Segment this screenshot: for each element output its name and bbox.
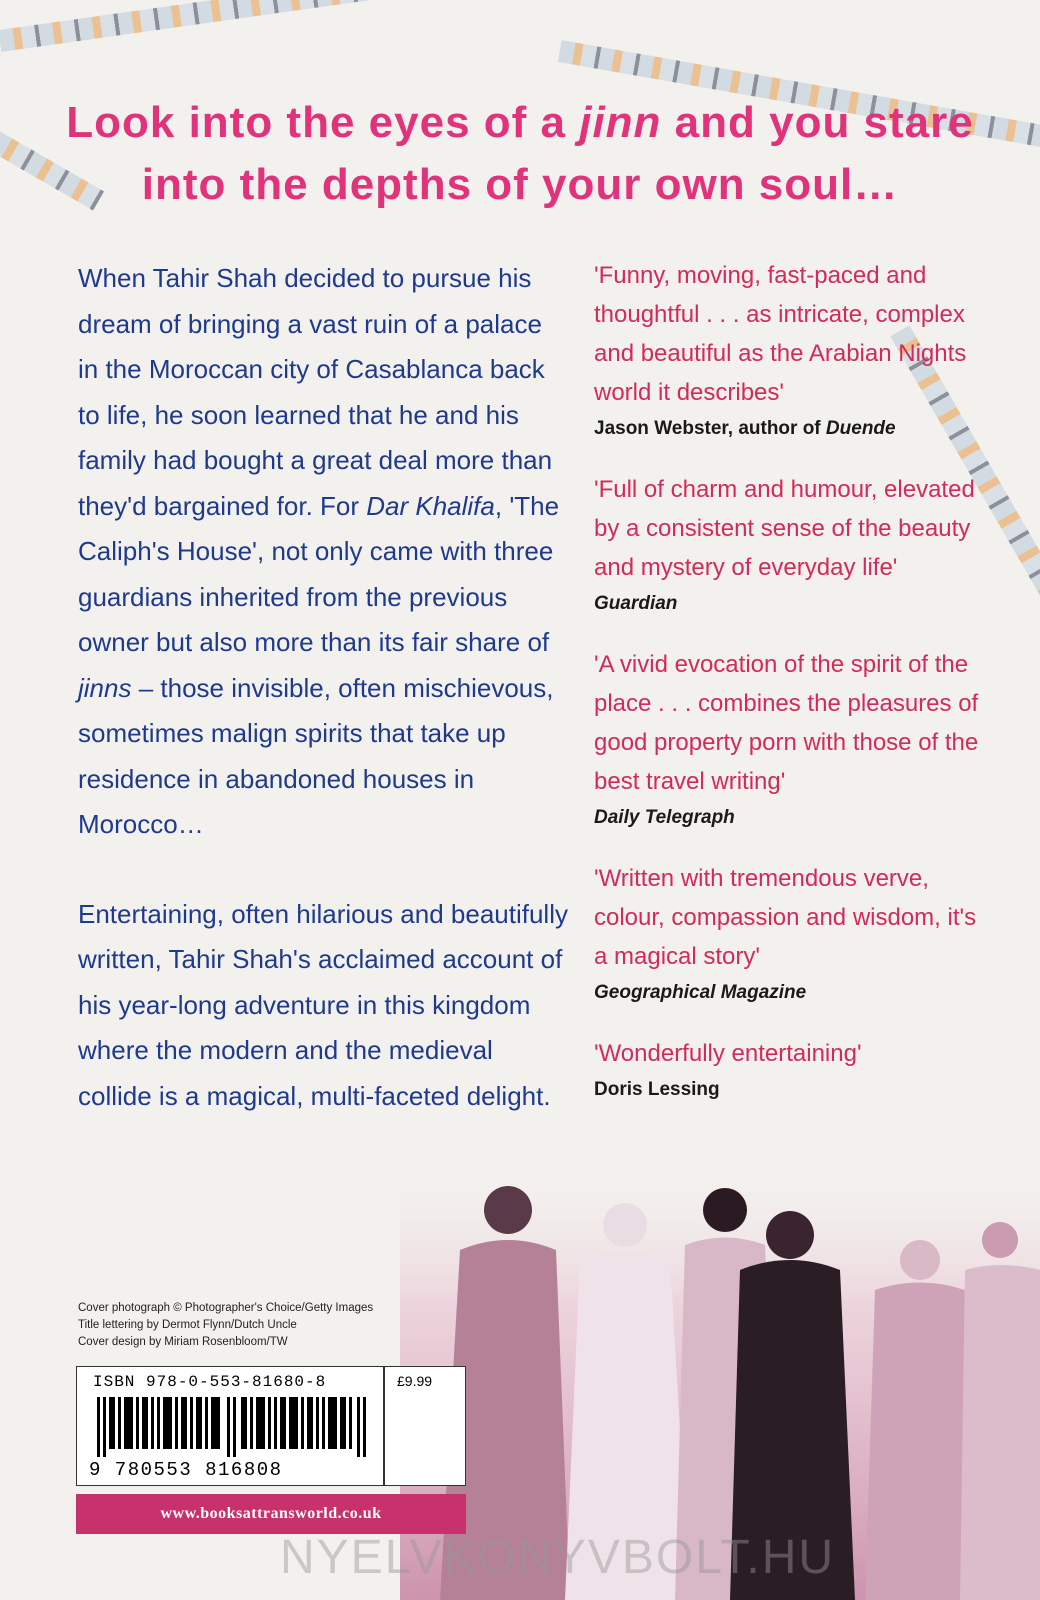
quote-source-title: Duende [825,418,896,439]
headline-line1-em: jinn [579,98,662,147]
quote-source [594,412,994,446]
review-quote [594,470,994,621]
blurb [78,256,568,1119]
credit-design: Cover design by Miriam Rosenbloom/TW [78,1336,288,1348]
isbn: ISBN 978-0-553-81680-8 [93,1373,327,1391]
quote-source [594,976,994,1010]
review-quote [594,1034,994,1107]
quote-source [594,1073,994,1107]
headline-line1-post: and you stare [661,98,974,147]
barcode-box [76,1366,466,1486]
cover-credits [78,1300,458,1351]
headline [0,92,1040,216]
review-quotes [594,256,994,1131]
blurb-p1-b: , 'The Caliph's House', not only came with three guardians inherited from the previous owner but also more than its fair share of [78,490,560,657]
quote-text: 'Wonderfully entertaining' [594,1040,862,1067]
quote-source-title: Guardian [594,593,678,614]
quote-text: 'Full of charm and humour, elevated by a consistent sense of the beauty and mystery of everyday life' [594,476,975,581]
blurb-paragraph-2: Entertaining, often hilarious and beautifully written, Tahir Shah's acclaimed account of his year-long adventure in this kingdom where the modern and the medieval collide is a magical, multi-faceted delight. [78,898,568,1111]
quote-source-name: Jason Webster, author of [594,418,826,439]
headline-line2: into the depths of your own soul… [141,160,899,209]
review-quote [594,645,994,835]
blurb-p1-em1: Dar Khalifa [366,490,495,521]
price-divider [383,1367,385,1485]
headline-line1-pre: Look into the eyes of a [66,98,580,147]
price: £9.99 [397,1373,433,1389]
quote-text: 'Written with tremendous verve, colour, compassion and wisdom, it's a magical story' [594,865,977,970]
quote-source-name: Doris Lessing [594,1079,720,1100]
barcode-bars [97,1397,369,1457]
quote-text: 'A vivid evocation of the spirit of the place . . . combines the pleasures of good property porn with those of the best travel writing' [594,651,979,795]
watermark: NYELVKONYVBOLT.HU [280,1531,836,1584]
quote-source-title: Geographical Magazine [594,982,807,1003]
blurb-p1-c: – those invisible, often mischievous, sometimes malign spirits that take up residence in abandoned houses in Morocco… [78,672,554,839]
blurb-p1-em2: jinns [78,672,132,703]
credit-lettering: Title lettering by Dermot Flynn/Dutch Uncle [78,1319,297,1331]
blurb-paragraph-1 [78,256,568,848]
quote-source [594,801,994,835]
quote-source [594,587,994,621]
quote-source-title: Daily Telegraph [594,807,735,828]
review-quote [594,859,994,1010]
quote-text: 'Funny, moving, fast-paced and thoughtful . . . as intricate, complex and beautiful as the Arabian Nights world it describes' [594,262,967,406]
credit-photo: Cover photograph © Photographer's Choice/Getty Images [78,1302,374,1314]
blurb-p1-a: When Tahir Shah decided to pursue his dream of bringing a vast ruin of a palace in the Moroccan city of Casablanca back to life, he soon learned that he and his family had bought a great deal more than they'd bargained for. For [78,263,553,521]
review-quote [594,256,994,446]
barcode-digits: 9 780553 816808 [89,1459,283,1481]
tile-pattern-top [0,0,516,52]
publisher-url[interactable]: www.booksattransworld.co.uk [76,1494,466,1534]
